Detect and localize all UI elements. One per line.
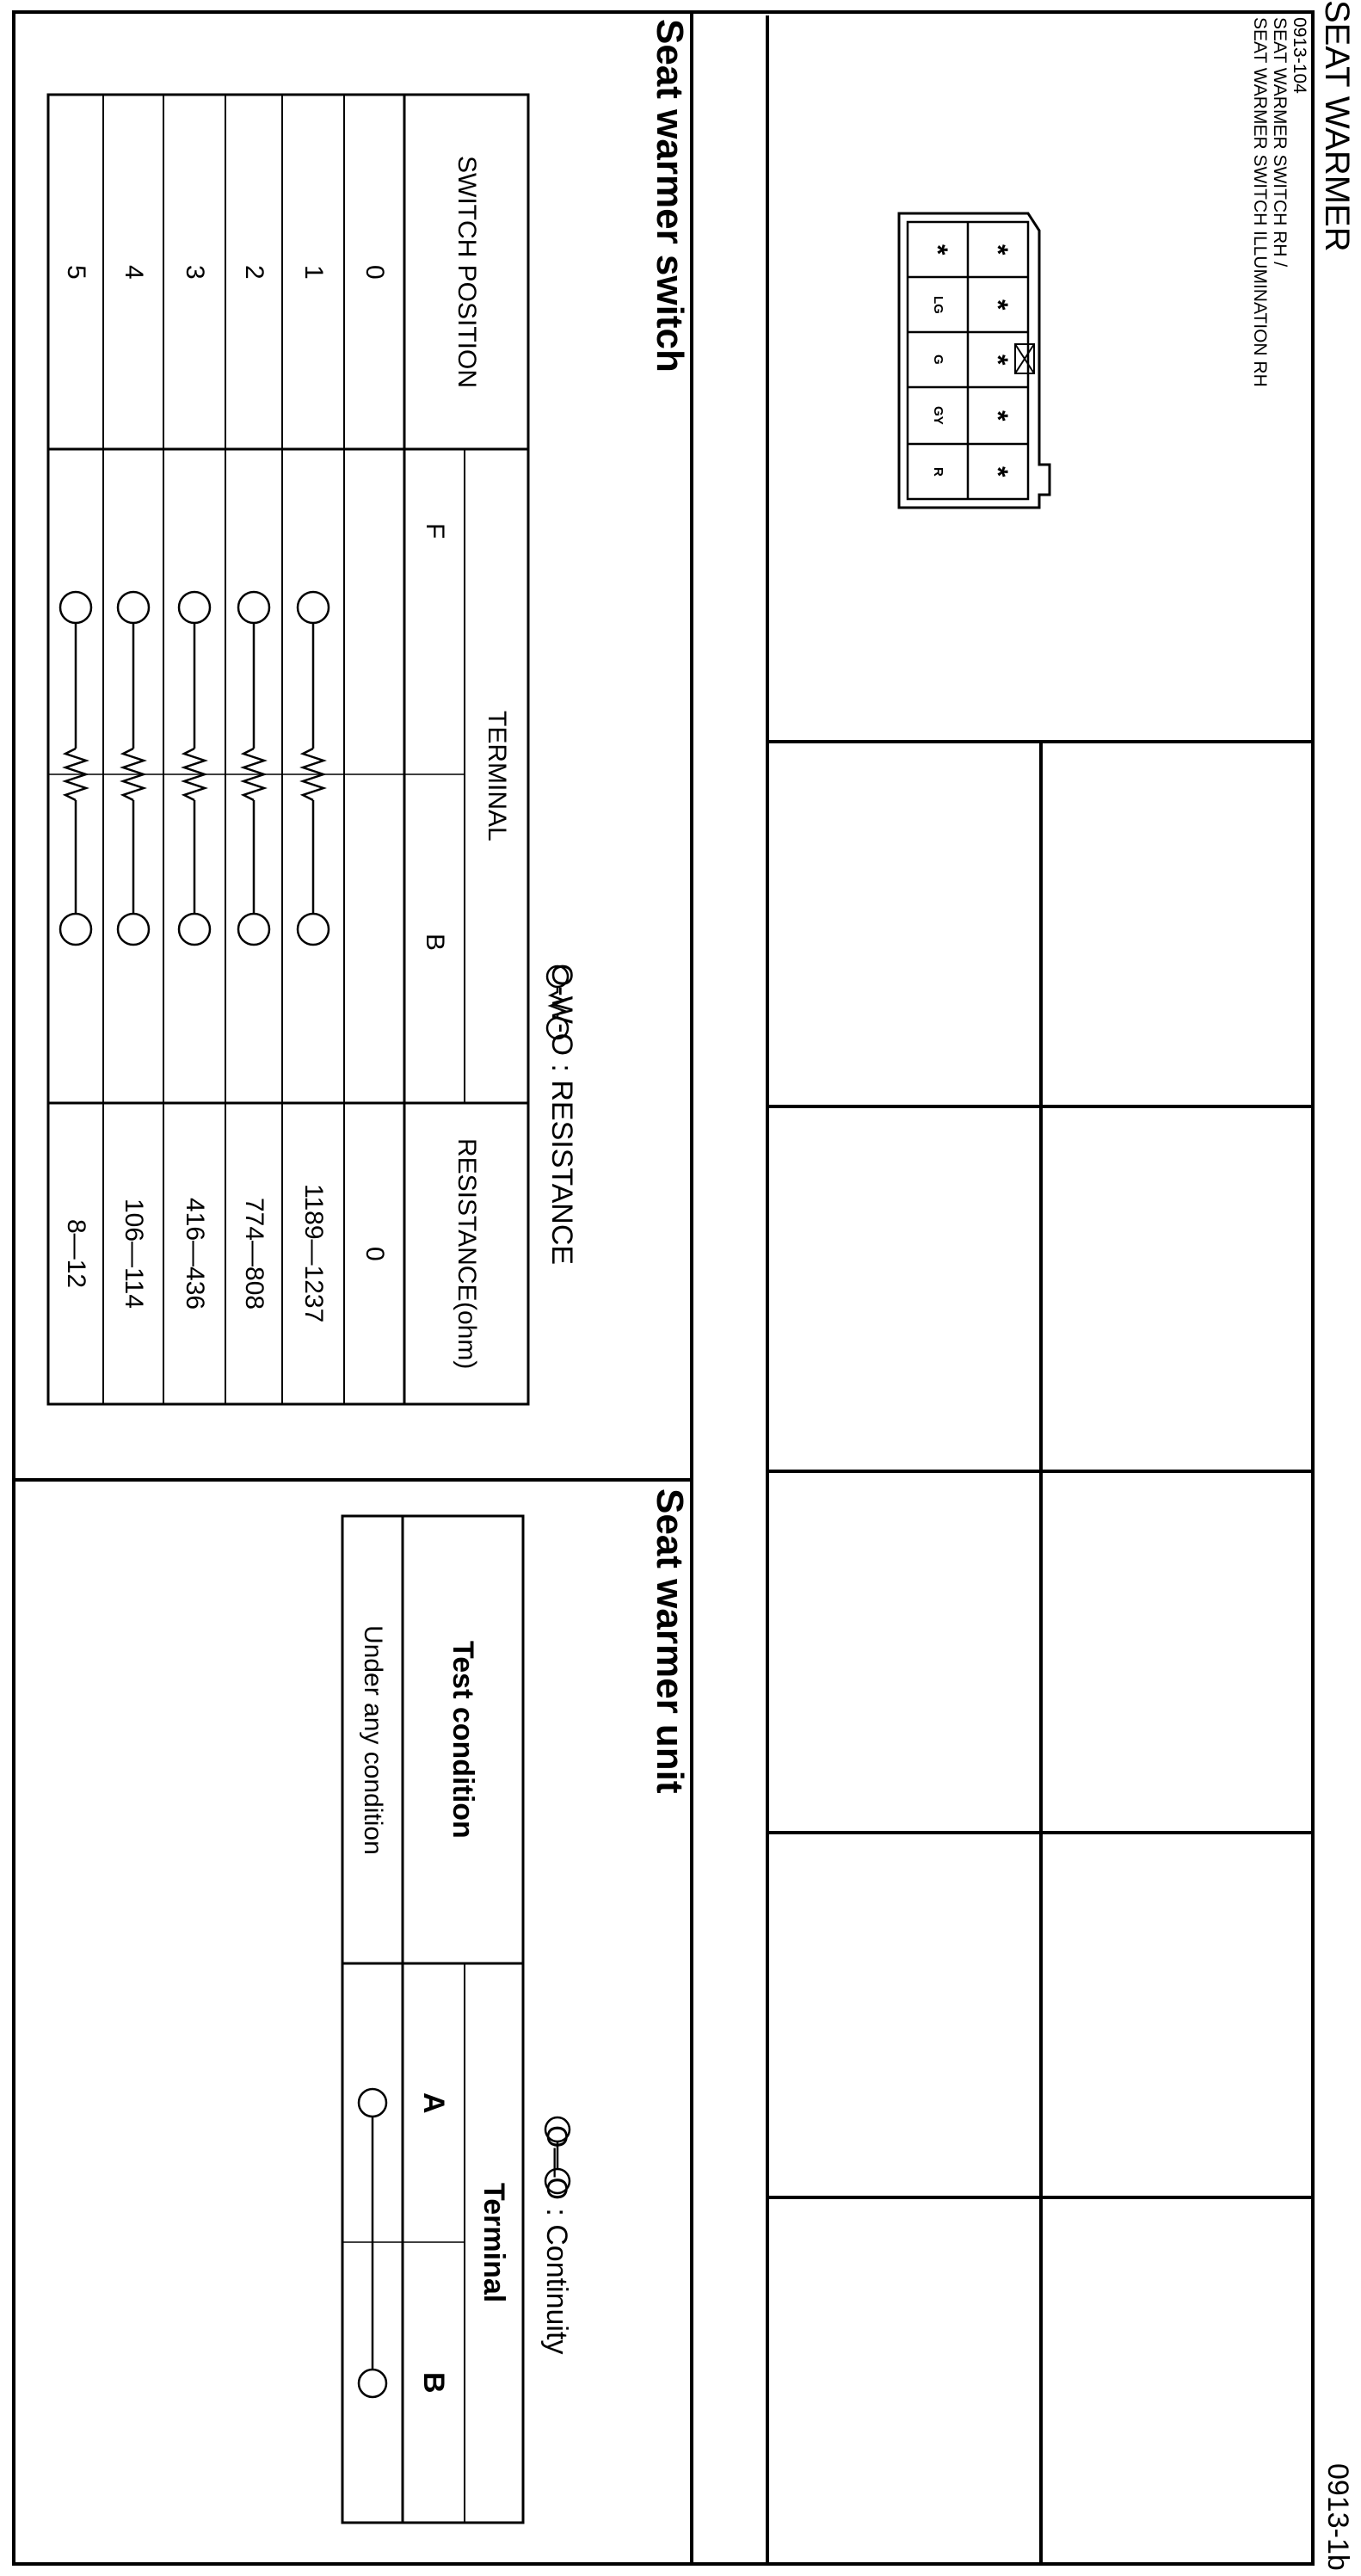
connector-pin-bottom: G bbox=[931, 354, 945, 365]
resistance-symbol bbox=[179, 592, 210, 945]
unit-terminal-a: A bbox=[417, 2092, 450, 2114]
resistance-legend-label: O-W-O : RESISTANCE bbox=[545, 964, 578, 1266]
connector-pin-bottom: GY bbox=[931, 406, 945, 425]
continuity-symbol bbox=[359, 2089, 386, 2397]
resistance-cell: 0 bbox=[360, 1246, 389, 1261]
resistance-symbol bbox=[60, 592, 91, 945]
unit-condition: Under any condition bbox=[359, 1624, 387, 1855]
resistance-cell: 774—808 bbox=[240, 1197, 268, 1310]
resistance-symbol bbox=[238, 592, 269, 945]
resistance-cell: 416—436 bbox=[181, 1197, 209, 1310]
col-resistance-line1: RESISTANCE bbox=[453, 1138, 481, 1302]
switch-position-cell: 2 bbox=[240, 264, 268, 280]
connector-pin-top: * bbox=[982, 465, 1013, 478]
connector-pin-bottom: * bbox=[922, 243, 953, 256]
page-code: 0913-1b bbox=[1321, 2463, 1354, 2571]
unit-terminal-b: B bbox=[417, 2371, 450, 2394]
page-title: SEAT WARMER bbox=[1318, 0, 1356, 252]
switch-position-cell: 4 bbox=[120, 264, 148, 280]
connector-pin-bottom: R bbox=[931, 466, 945, 477]
continuity-legend bbox=[542, 2125, 571, 2354]
switch-position-cell: 3 bbox=[181, 264, 209, 280]
seat-warmer-switch-title: Seat warmer switch bbox=[649, 19, 691, 373]
col-test-condition: Test condition bbox=[446, 1641, 479, 1839]
col-unit-terminal: Terminal bbox=[477, 2183, 510, 2303]
resistance-cell: 8—12 bbox=[62, 1218, 90, 1289]
switch-position-cell: 0 bbox=[360, 264, 389, 280]
connector-pin-bottom: LG bbox=[931, 295, 945, 314]
col-resistance bbox=[404, 1103, 528, 1404]
col-switch-position: SWITCH POSITION bbox=[453, 156, 481, 388]
resistance-cell: 1189—1237 bbox=[299, 1184, 328, 1323]
switch-position-cell: 1 bbox=[299, 264, 328, 280]
connector-pin-top: * bbox=[982, 299, 1013, 311]
continuity-legend-label: O—O : Continuity bbox=[540, 2125, 573, 2355]
terminal-f: F bbox=[421, 522, 449, 539]
col-resistance-line2: (ohm) bbox=[453, 1301, 481, 1369]
seat-warmer-unit-title: Seat warmer unit bbox=[649, 1488, 691, 1794]
connector-pin-top: * bbox=[982, 410, 1013, 422]
connector-name-line1: SEAT WARMER SWITCH RH / bbox=[1270, 17, 1290, 268]
resistance-symbol bbox=[298, 592, 329, 945]
resistance-symbol bbox=[118, 592, 149, 945]
connector-pin-top: * bbox=[982, 354, 1013, 366]
resistance-cell: 106—114 bbox=[120, 1199, 148, 1309]
connector-code: 0913-104 bbox=[1290, 17, 1309, 94]
connector-pin-top: * bbox=[982, 243, 1013, 256]
terminal-b: B bbox=[421, 933, 449, 951]
switch-position-cell: 5 bbox=[62, 264, 90, 280]
resistance-legend bbox=[547, 964, 576, 1265]
connector-name-line2: SEAT WARMER SWITCH ILLUMINATION RH bbox=[1250, 17, 1270, 387]
col-terminal: TERMINAL bbox=[483, 711, 511, 841]
